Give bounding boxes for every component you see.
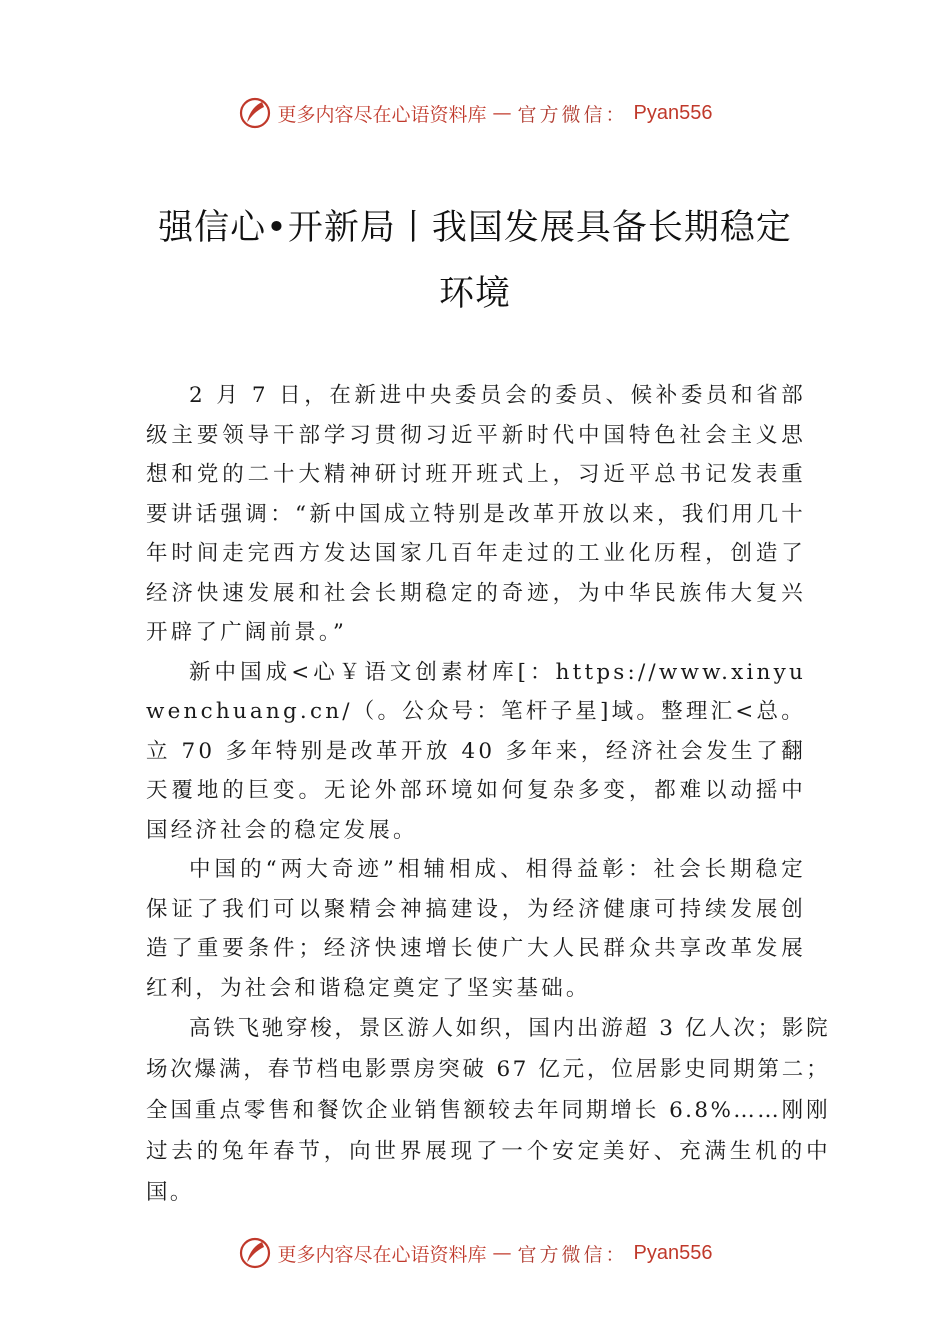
watermark-wechat-id: Pyan556 xyxy=(633,1241,713,1264)
quill-logo-icon xyxy=(238,1236,272,1270)
title-line-2: 环境 xyxy=(438,274,511,314)
watermark-dash: — xyxy=(492,102,512,124)
title-line-1: 强信心•开新局丨我国发展具备长期稳定 xyxy=(158,208,792,248)
watermark-wechat-label: 官方微信： xyxy=(517,103,628,126)
article-body xyxy=(146,376,830,1213)
watermark-main-text: 更多内容尽在心语资料库 xyxy=(277,103,487,126)
paragraph-4: 高铁飞驰穿梭，景区游人如织，国内出游超 3 亿人次；影院场次爆满，春节档电影票房突破 67 亿元，位居影史同期第二； 全国重点零售和餐饮企业销售额较去年同期增长 6.8%……刚刚过去的兔年春节，向世界展现了一个安定美好、充满生机的中国。 xyxy=(146,1016,830,1205)
paragraph-2: 新中国成<心￥语文创素材库[：https://www.xinyuwenchuang.cn/（。公众号：笔杆子星]域。整理汇<总。立 70 多年特别是改革开放 40 多年来，经济社会发生了翻天覆地的巨变。无论外部环境如何复杂多变，都难以动摇中国经济社会的稳定发展。 xyxy=(146,659,806,843)
header-watermark xyxy=(0,96,950,130)
watermark-wechat-label: 官方微信： xyxy=(517,1243,628,1266)
paragraph-1: 2 月 7 日，在新进中央委员会的委员、候补委员和省部级主要领导干部学习贯彻习近平新时代中国特色社会主义思想和党的二十大精神研讨班开班式上，习近平总书记发表重要讲话强调：“新中国成立特别是改革开放以来，我们用几十年时间走完西方发达国家几百年走过的工业化历程，创造了经济快速发展和社会长期稳定的奇迹，为中华民族伟大复兴开辟了广阔前景。” xyxy=(146,383,806,645)
watermark-wechat-id: Pyan556 xyxy=(633,101,713,124)
article-title xyxy=(120,195,830,327)
paragraph-3: 中国的“两大奇迹”相辅相成、相得益彰：社会长期稳定保证了我们可以聚精会神搞建设，为经济健康可持续发展创造了重要条件；经济快速增长使广大人民群众共享改革发展红利，为社会和谐稳定奠定了坚实基础。 xyxy=(146,857,806,1001)
quill-logo-icon xyxy=(238,96,272,130)
watermark-main-text: 更多内容尽在心语资料库 xyxy=(277,1243,487,1266)
footer-watermark xyxy=(0,1236,950,1270)
watermark-dash: — xyxy=(492,1242,512,1264)
